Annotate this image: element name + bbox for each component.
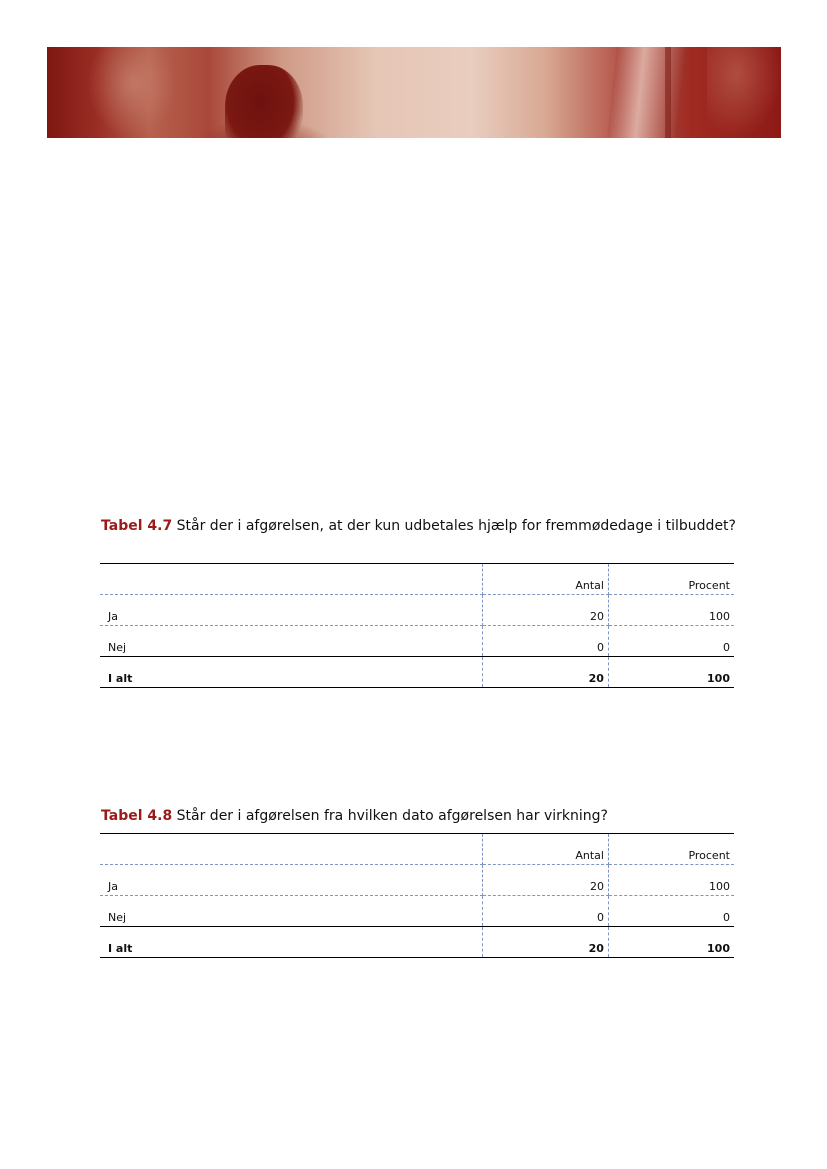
table-4-7-label: Tabel 4.7 bbox=[101, 518, 173, 534]
header-cell-procent: Procent bbox=[608, 564, 734, 595]
row-procent: 0 bbox=[608, 626, 734, 657]
table-4-8-label: Tabel 4.8 bbox=[101, 808, 173, 824]
table-row bbox=[100, 896, 734, 927]
row-procent: 100 bbox=[608, 865, 734, 896]
row-label: Nej bbox=[100, 896, 483, 927]
table-header-row bbox=[100, 834, 734, 865]
total-antal: 20 bbox=[483, 657, 609, 688]
header-cell-procent: Procent bbox=[608, 834, 734, 865]
row-antal: 0 bbox=[483, 896, 609, 927]
table-4-8 bbox=[100, 833, 734, 958]
header-cell-blank bbox=[100, 564, 483, 595]
table-4-8-question: Står der i afgørelsen fra hvilken dato afgørelsen har virkning? bbox=[176, 808, 608, 824]
table-row bbox=[100, 626, 734, 657]
table-4-8-caption bbox=[101, 807, 741, 825]
total-label: I alt bbox=[100, 657, 483, 688]
banner-right-figure bbox=[707, 47, 781, 138]
banner-highlight bbox=[87, 47, 177, 138]
banner-person-head bbox=[225, 65, 303, 138]
header-banner-image bbox=[47, 47, 781, 138]
table-4-7-caption bbox=[101, 517, 741, 535]
total-label: I alt bbox=[100, 927, 483, 958]
table-row bbox=[100, 865, 734, 896]
row-label: Ja bbox=[100, 865, 483, 896]
banner-monitor-edge bbox=[665, 47, 671, 138]
row-procent: 100 bbox=[608, 595, 734, 626]
total-procent: 100 bbox=[608, 657, 734, 688]
total-antal: 20 bbox=[483, 927, 609, 958]
banner-monitor bbox=[607, 47, 687, 138]
table-header-row bbox=[100, 564, 734, 595]
row-procent: 0 bbox=[608, 896, 734, 927]
table-total-row bbox=[100, 657, 734, 688]
row-label: Ja bbox=[100, 595, 483, 626]
header-cell-antal: Antal bbox=[483, 564, 609, 595]
row-antal: 0 bbox=[483, 626, 609, 657]
table-total-row bbox=[100, 927, 734, 958]
table-row bbox=[100, 595, 734, 626]
header-cell-antal: Antal bbox=[483, 834, 609, 865]
row-label: Nej bbox=[100, 626, 483, 657]
table-4-7-question: Står der i afgørelsen, at der kun udbetales hjælp for fremmødedage i tilbuddet? bbox=[176, 518, 736, 534]
table-4-7 bbox=[100, 563, 734, 688]
row-antal: 20 bbox=[483, 595, 609, 626]
row-antal: 20 bbox=[483, 865, 609, 896]
total-procent: 100 bbox=[608, 927, 734, 958]
header-cell-blank bbox=[100, 834, 483, 865]
